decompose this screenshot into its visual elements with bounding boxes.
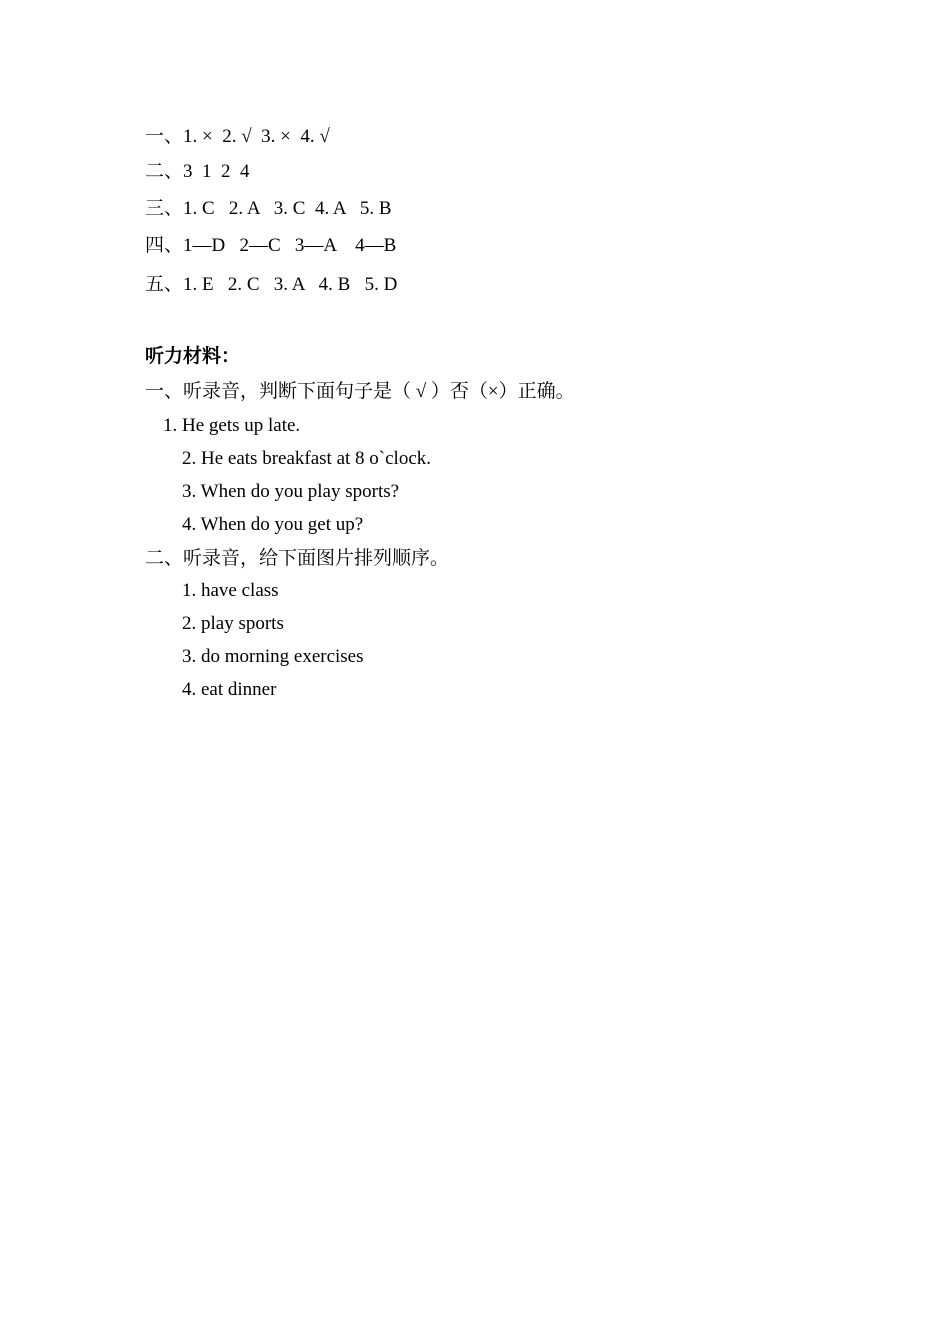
listening-part2-title: 二、听录音，给下面图片排列顺序。 [145, 548, 450, 569]
answer-line-2: 二、3 1 2 4 [145, 161, 250, 182]
listening-heading: 听力材料： [145, 346, 241, 367]
listening-part1-item-4: 4. When do you get up? [182, 514, 364, 535]
listening-part2-item-2: 2. play sports [182, 613, 284, 634]
answer-line-4: 四、1—D 2—C 3—A 4—B [145, 235, 397, 256]
answer-line-3: 三、1. C 2. A 3. C 4. A 5. B [145, 198, 392, 219]
listening-part1-item-3: 3. When do you play sports? [182, 481, 400, 502]
listening-part1-title: 一、听录音，判断下面句子是（ √ ）否（×）正确。 [145, 381, 575, 402]
listening-part1-item-2: 2. He eats breakfast at 8 o`clock. [182, 448, 432, 469]
listening-part1-item-1: 1. He gets up late. [163, 415, 301, 436]
answer-line-1: 一、1. × 2. √ 3. × 4. √ [145, 126, 330, 147]
listening-part2-item-1: 1. have class [182, 580, 279, 601]
answer-line-5: 五、1. E 2. C 3. A 4. B 5. D [145, 274, 398, 295]
listening-part2-item-3: 3. do morning exercises [182, 646, 364, 667]
listening-part2-item-4: 4. eat dinner [182, 679, 277, 700]
